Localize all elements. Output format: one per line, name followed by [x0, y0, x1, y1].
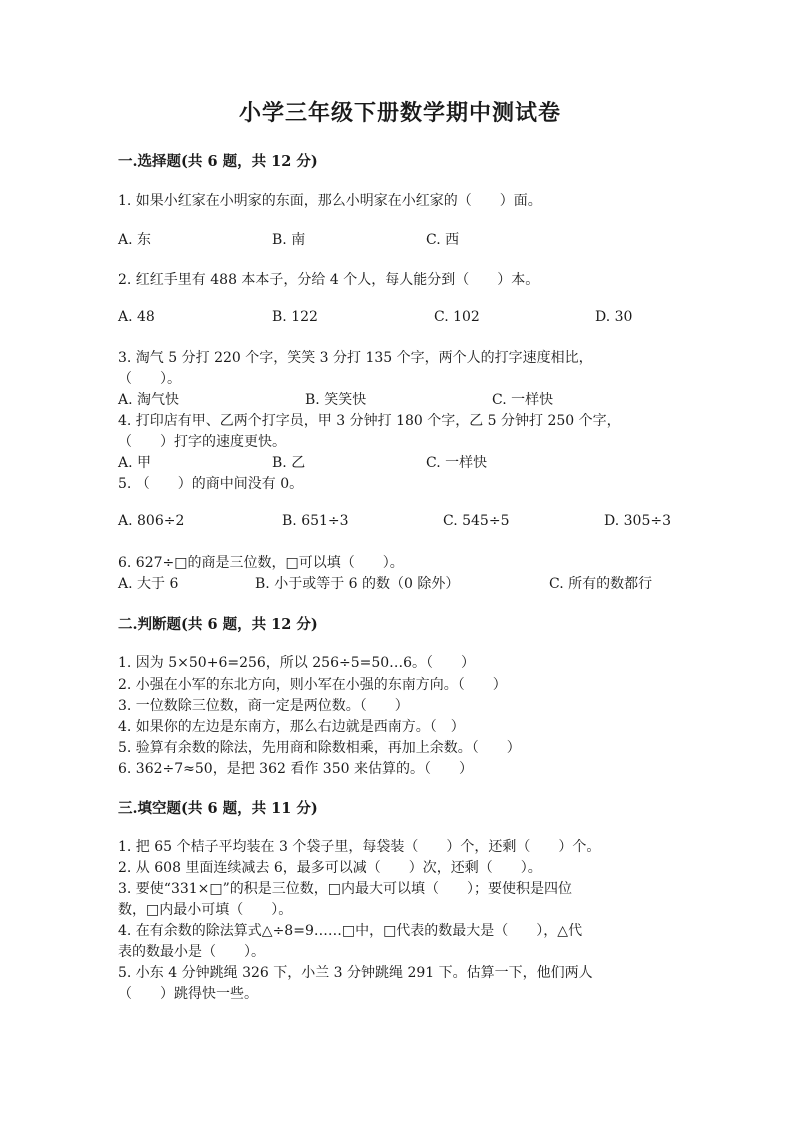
- option: B. 南: [272, 232, 306, 248]
- option: B. 小于或等于 6 的数（0 除外）: [255, 576, 460, 592]
- question-text: 3. 淘气 5 分打 220 个字，笑笑 3 分打 135 个字，两个人的打字速度相比，: [118, 350, 593, 366]
- question-text-continued: （ ）打字的速度更快。: [118, 434, 286, 450]
- section-heading-true-false: 二.判断题(共 6 题，共 12 分): [118, 616, 318, 633]
- option: B. 笑笑快: [305, 392, 367, 408]
- option: C. 一样快: [492, 392, 554, 408]
- page-title: 小学三年级下册数学期中测试卷: [238, 100, 561, 126]
- option: A. 48: [118, 309, 155, 325]
- judgment-item: 2. 小强在小军的东北方向，则小军在小强的东南方向。（ ）: [118, 677, 507, 693]
- option: B. 122: [272, 309, 318, 325]
- question-text: 6. 627÷□的商是三位数，□可以填（ ）。: [118, 555, 404, 571]
- option: C. 一样快: [426, 455, 488, 471]
- option: A. 甲: [118, 455, 152, 471]
- fill-blank-line: 表的数最小是（ ）。: [118, 944, 265, 960]
- fill-blank-line: 4. 在有余数的除法算式△÷8=9……□中，□代表的数最大是（ ），△代: [118, 923, 583, 939]
- option: D. 30: [595, 309, 633, 325]
- fill-blank-line: （ ）跳得快一些。: [118, 986, 258, 1002]
- option: C. 西: [426, 232, 460, 248]
- option: B. 651÷3: [282, 513, 349, 529]
- fill-blank-line: 1. 把 65 个桔子平均装在 3 个袋子里，每袋装（ ）个，还剩（ ）个。: [118, 839, 601, 855]
- judgment-item: 1. 因为 5×50+6=256，所以 256÷5=50…6。（ ）: [118, 655, 476, 671]
- judgment-item: 6. 362÷7≈50，是把 362 看作 350 来估算的。（ ）: [118, 761, 473, 777]
- question-text-continued: （ ）。: [118, 371, 181, 387]
- question-text: 2. 红红手里有 488 本本子，分给 4 个人，每人能分到（ ）本。: [118, 272, 540, 288]
- option: A. 东: [118, 232, 152, 248]
- option: C. 所有的数都行: [549, 576, 653, 592]
- option: A. 淘气快: [118, 392, 180, 408]
- fill-blank-line: 数，□内最小可填（ ）。: [118, 902, 293, 918]
- fill-blank-line: 3. 要使“331×□”的积是三位数，□内最大可以填（ ）；要使积是四位: [118, 881, 573, 897]
- option: D. 305÷3: [604, 513, 671, 529]
- section-heading-fill-blank: 三.填空题(共 6 题，共 11 分): [118, 800, 318, 817]
- section-heading-choice: 一.选择题(共 6 题，共 12 分): [118, 153, 318, 170]
- judgment-item: 4. 如果你的左边是东南方，那么右边就是西南方。（ ）: [118, 719, 465, 735]
- question-text: 1. 如果小红家在小明家的东面，那么小明家在小红家的（ ）面。: [118, 193, 542, 209]
- option: B. 乙: [272, 455, 306, 471]
- question-text: 4. 打印店有甲、乙两个打字员，甲 3 分钟打 180 个字，乙 5 分钟打 250 个字，: [118, 413, 621, 429]
- question-text: 5. （ ）的商中间没有 0。: [118, 476, 304, 492]
- judgment-item: 3. 一位数除三位数，商一定是两位数。（ ）: [118, 698, 409, 714]
- fill-blank-line: 2. 从 608 里面连续减去 6，最多可以减（ ）次，还剩（ ）。: [118, 860, 542, 876]
- fill-blank-line: 5. 小东 4 分钟跳绳 326 下，小兰 3 分钟跳绳 291 下。估算一下，他们两人: [118, 965, 593, 981]
- option: C. 102: [434, 309, 480, 325]
- judgment-item: 5. 验算有余数的除法，先用商和除数相乘，再加上余数。（ ）: [118, 740, 521, 756]
- option: C. 545÷5: [443, 513, 510, 529]
- option: A. 大于 6: [118, 576, 179, 592]
- option: A. 806÷2: [118, 513, 185, 529]
